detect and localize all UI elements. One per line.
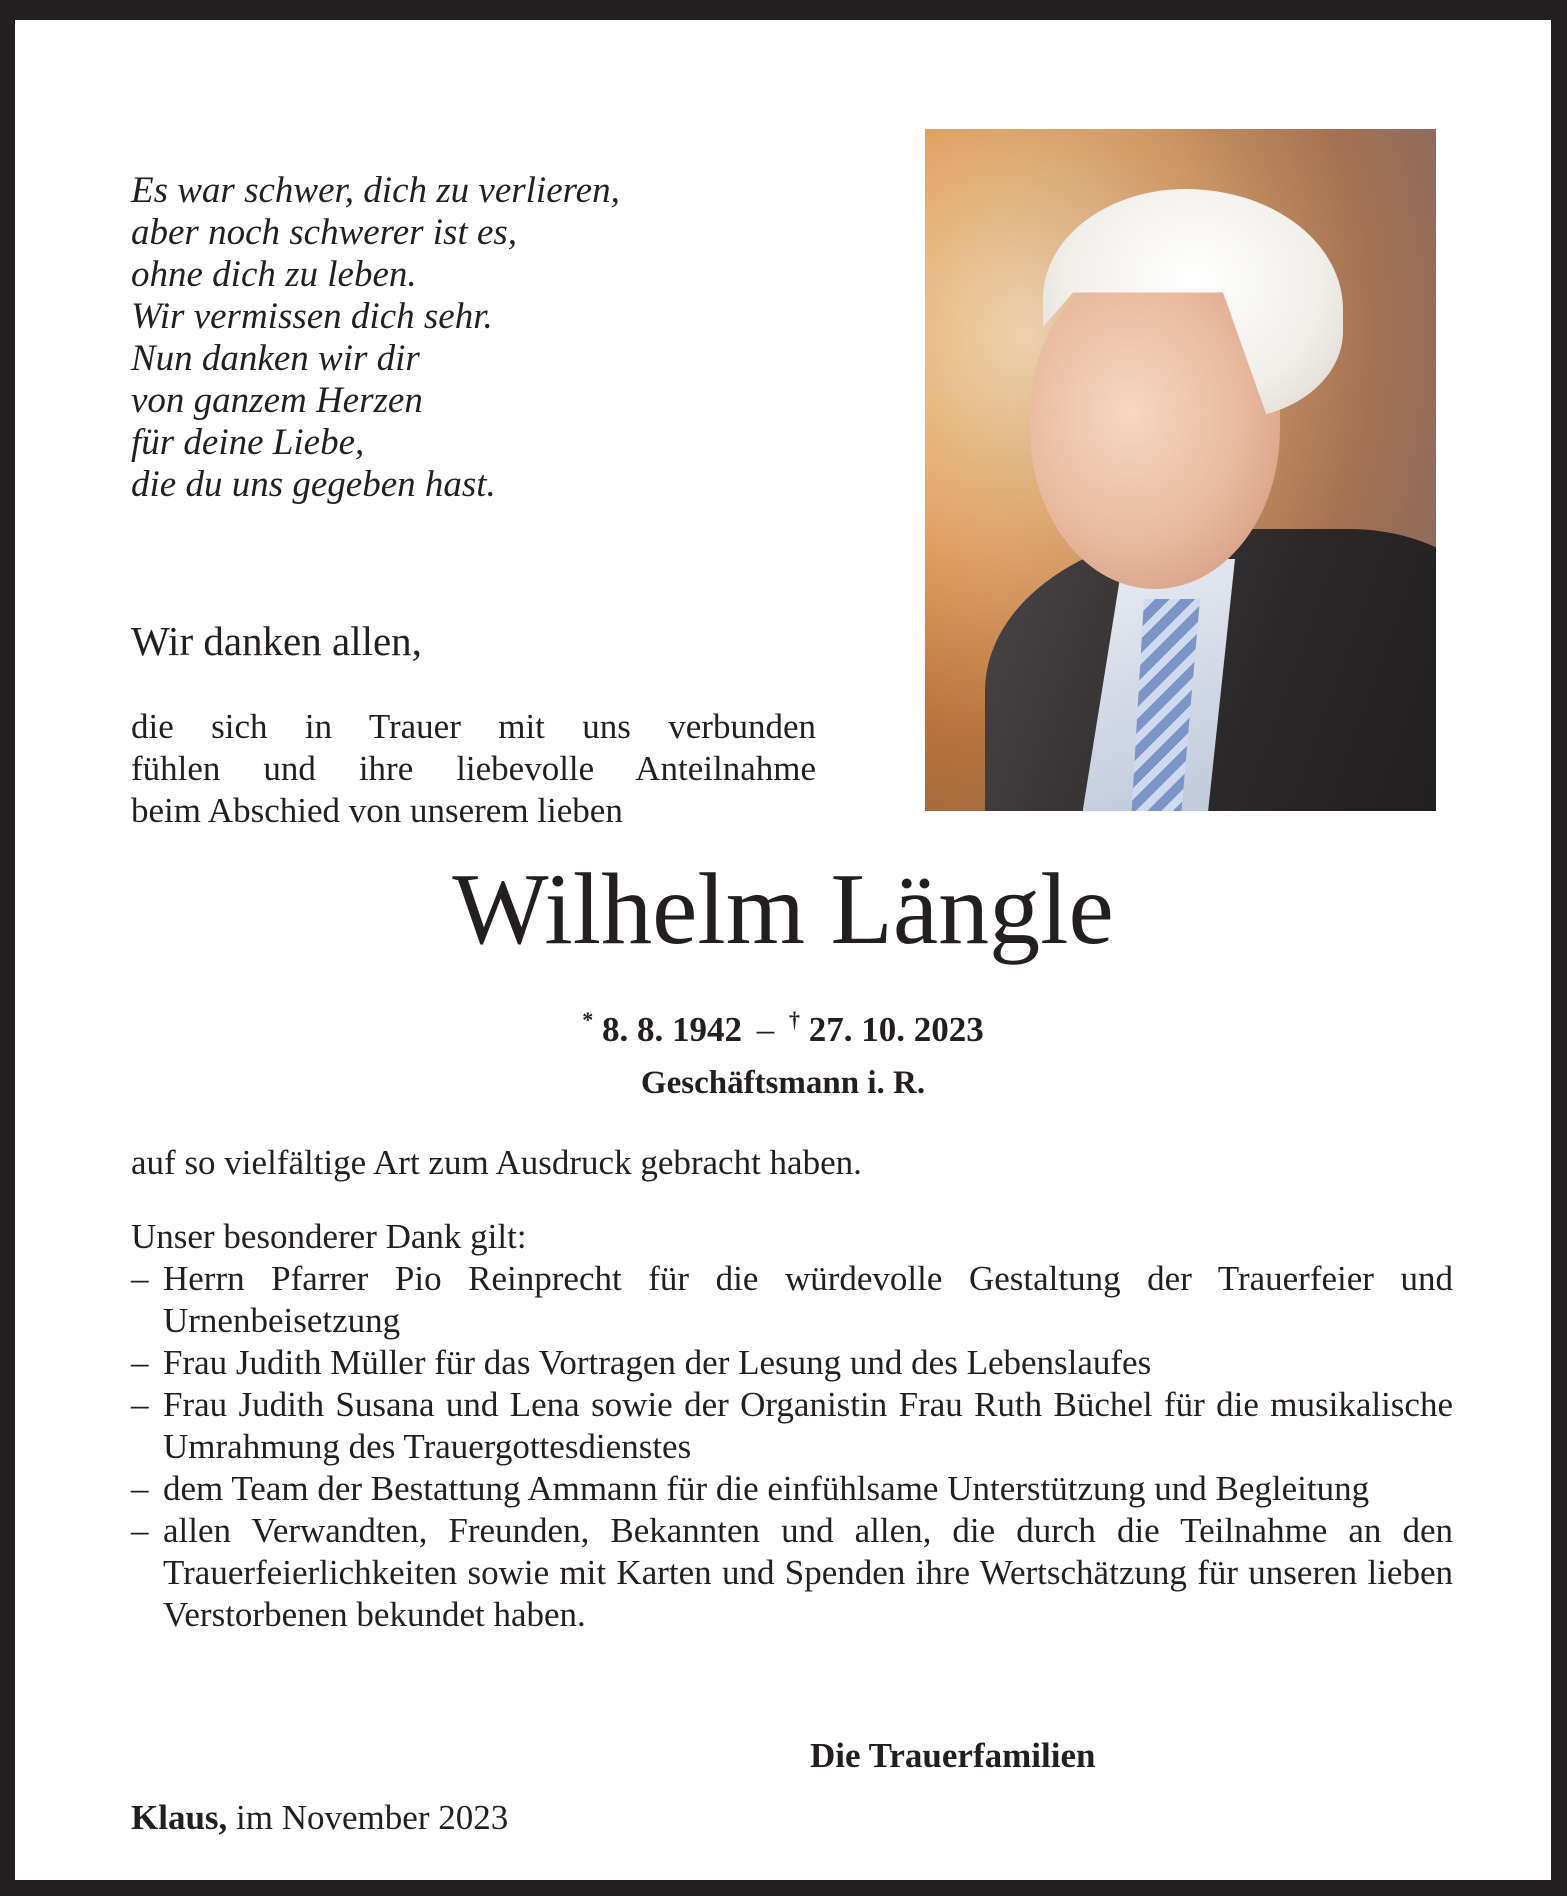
poem <box>131 170 620 506</box>
occupation: Geschäftsmann i. R. <box>640 1065 926 1101</box>
portrait-photo <box>925 129 1436 811</box>
intro-line: die sich in Trauer mit uns verbunden <box>131 707 816 746</box>
continuation-text: auf so vielfältige Art zum Ausdruck gebracht haben. <box>131 1143 862 1182</box>
poem-line: ohne dich zu leben. <box>131 254 417 295</box>
dank-heading: Unser besonderer Dank gilt: <box>131 1217 527 1256</box>
poem-line: Es war schwer, dich zu verlieren, <box>131 170 620 211</box>
signature: Die Trauerfamilien <box>810 1736 1096 1775</box>
date-separator: – <box>756 1010 775 1049</box>
intro-line: fühlen und ihre liebevolle Anteilnahme <box>131 749 816 788</box>
thanks-heading: Wir danken allen, <box>131 618 422 664</box>
list-item: – Herrn Pfarrer Pio Reinprecht für die würdevolle Gestaltung der Trauerfeier und Urnenbeisetzung <box>131 1259 1453 1340</box>
poem-line: Wir vermissen dich sehr. <box>131 296 493 337</box>
intro-paragraph <box>131 706 816 832</box>
place: Klaus, <box>131 1798 228 1837</box>
dank-list <box>131 1258 1453 1636</box>
poem-line: Nun danken wir dir <box>131 338 420 379</box>
poem-line: aber noch schwerer ist es, <box>131 212 518 253</box>
obituary-page <box>15 20 1551 1880</box>
death-symbol: † <box>789 1007 800 1032</box>
poem-line: von ganzem Herzen <box>131 380 423 421</box>
list-item: – Frau Judith Müller für das Vortragen der Lesung und des Lebenslaufes <box>131 1343 1152 1382</box>
poem-line: die du uns gegeben hast. <box>131 464 496 505</box>
list-item: – allen Verwandten, Freunden, Bekannten und allen, die durch die Teilnahme an den Trauerfeierlichkeiten sowie mit Karten und Spenden ihre Wertschätzung für unseren lieben Verstorbenen bekundet haben. <box>131 1511 1453 1634</box>
date: im November 2023 <box>236 1798 509 1837</box>
birth-date: 8. 8. 1942 <box>602 1010 742 1049</box>
birth-symbol: * <box>582 1007 594 1032</box>
list-item: – Frau Judith Susana und Lena sowie der Organistin Frau Ruth Büchel für die musikalische Umrahmung des Trauergottesdienstes <box>131 1385 1453 1466</box>
deceased-name: Wilhelm Längle <box>452 853 1114 966</box>
intro-line: beim Abschied von unserem lieben <box>131 791 623 830</box>
poem-line: für deine Liebe, <box>131 422 365 463</box>
death-date: 27. 10. 2023 <box>808 1010 984 1049</box>
list-item: – dem Team der Bestattung Ammann für die einfühlsame Unterstützung und Begleitung <box>131 1469 1370 1508</box>
life-dates <box>15 998 1551 1052</box>
place-date <box>131 1796 508 1840</box>
